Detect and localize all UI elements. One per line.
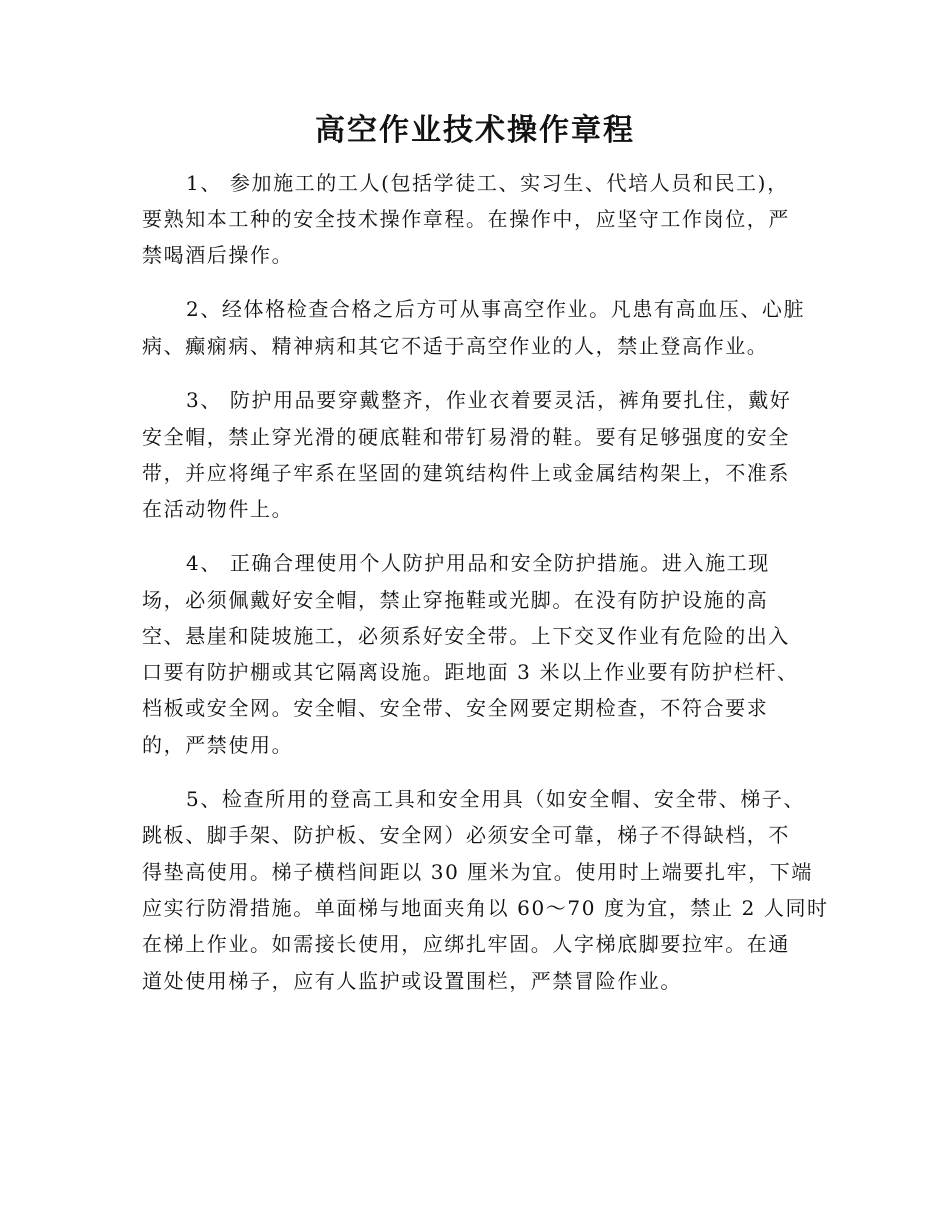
- paragraph-4-line-6: 的，严禁使用。: [142, 733, 294, 757]
- paragraph-5-line-6: 道处使用梯子，应有人监护或设置围栏，严禁冒险作业。: [142, 969, 682, 993]
- paragraph-3-line-4: 在活动物件上。: [142, 497, 294, 521]
- paragraph-1-line-1: 1、 参加施工的工人(包括学徒工、实习生、代培人员和民工)，: [186, 171, 789, 195]
- paragraph-1-line-2: 要熟知本工种的安全技术操作章程。在操作中，应坚守工作岗位，严: [142, 207, 790, 231]
- paragraph-5-line-5: 在梯上作业。如需接长使用，应绑扎牢固。人字梯底脚要拉牢。在通: [142, 932, 790, 956]
- paragraph-3-line-2: 安全帽，禁止穿光滑的硬底鞋和带钉易滑的鞋。要有足够强度的安全: [142, 425, 790, 449]
- paragraph-1-line-3: 禁喝酒后操作。: [142, 243, 294, 267]
- paragraph-2-line-2: 病、癫痫病、精神病和其它不适于高空作业的人，禁止登高作业。: [142, 334, 769, 358]
- paragraph-3-line-1: 3、 防护用品要穿戴整齐，作业衣着要灵活，裤角要扎住，戴好: [186, 388, 792, 412]
- paragraph-4-line-3: 空、悬崖和陡坡施工，必须系好安全带。上下交叉作业有危险的出入: [142, 624, 790, 648]
- paragraph-4-line-1: 4、 正确合理使用个人防护用品和安全防护措施。进入施工现: [186, 551, 770, 575]
- paragraph-3-line-3: 带，并应将绳子牢系在坚固的建筑结构件上或金属结构架上，不准系: [142, 461, 790, 485]
- paragraph-5-line-1: 5、检查所用的登高工具和安全用具（如安全帽、安全带、梯子、: [186, 787, 806, 811]
- document-title: 高空作业技术操作章程: [315, 113, 635, 148]
- paragraph-5-line-4: 应实行防滑措施。单面梯与地面夹角以 60～70 度为宜，禁止 2 人同时: [142, 896, 829, 920]
- paragraph-4-line-5: 档板或安全网。安全帽、安全带、安全网要定期检查，不符合要求: [142, 696, 769, 720]
- paragraph-5-line-3: 得垫高使用。梯子横档间距以 30 厘米为宜。使用时上端要扎牢，下端: [142, 860, 813, 884]
- paragraph-4-line-2: 场，必须佩戴好安全帽，禁止穿拖鞋或光脚。在没有防护设施的高: [142, 588, 769, 612]
- paragraph-5-line-2: 跳板、脚手架、防护板、安全网）必须安全可靠，梯子不得缺档，不: [142, 823, 790, 847]
- paragraph-2-line-1: 2、经体格检查合格之后方可从事高空作业。凡患有高血压、心脏: [186, 297, 806, 321]
- paragraph-4-line-4: 口要有防护棚或其它隔离设施。距地面 3 米以上作业要有防护栏杆、: [142, 660, 799, 684]
